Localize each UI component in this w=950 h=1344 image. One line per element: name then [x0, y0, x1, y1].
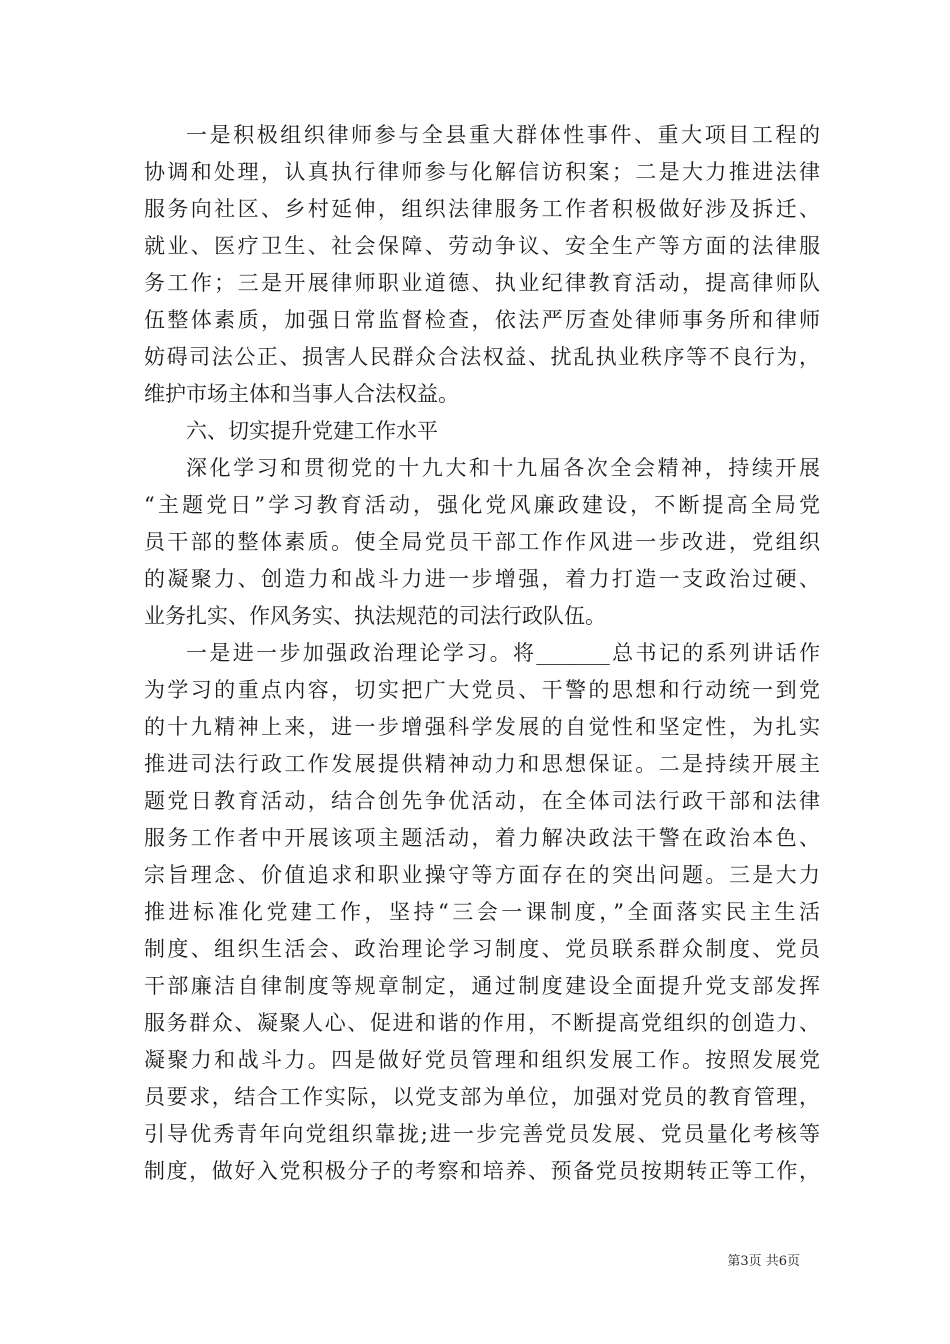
text-line: 一是进一步加强政治理论学习。将_______总书记的系列讲话作	[186, 641, 820, 665]
text-line: 宗旨理念、价值追求和职业操守等方面存在的突出问题。三是大力	[144, 863, 820, 887]
document-body	[144, 117, 820, 1190]
text-line: 推进标准化党建工作，坚持“三会一课制度，”全面落实民主生活	[144, 900, 820, 924]
text-line: 业务扎实、作风务实、执法规范的司法行政队伍。	[144, 604, 606, 628]
text-line: 为学习的重点内容，切实把广大党员、干警的思想和行动统一到党	[144, 678, 820, 702]
text-line: 推进司法行政工作发展提供精神动力和思想保证。二是持续开展主	[144, 752, 820, 776]
text-line: 伍整体素质，加强日常监督检查，依法严厉查处律师事务所和律师	[144, 308, 820, 332]
text-line: 深化学习和贯彻党的十九大和十九届各次全会精神，持续开展	[186, 456, 820, 480]
text-line: 服务向社区、乡村延伸，组织法律服务工作者积极做好涉及拆迁、	[144, 197, 820, 221]
text-line: 维护市场主体和当事人合法权益。	[144, 382, 459, 406]
text-line: 协调和处理，认真执行律师参与化解信访积案；二是大力推进法律	[144, 160, 820, 184]
text-line: 制度，做好入党积极分子的考察和培养、预备党员按期转正等工作，	[144, 1159, 820, 1183]
text-line: 的十九精神上来，进一步增强科学发展的自觉性和坚定性，为扎实	[144, 715, 820, 739]
text-line: 员要求，结合工作实际，以党支部为单位，加强对党员的教育管理，	[144, 1085, 820, 1109]
text-line: 制度、组织生活会、政治理论学习制度、党员联系群众制度、党员	[144, 937, 820, 961]
text-line: 一是积极组织律师参与全县重大群体性事件、重大项目工程的	[186, 123, 820, 147]
text-line: 妨碍司法公正、损害人民群众合法权益、扰乱执业秩序等不良行为，	[144, 345, 820, 369]
text-line: 务工作；三是开展律师职业道德、执业纪律教育活动，提高律师队	[144, 271, 820, 295]
text-line: 服务工作者中开展该项主题活动，着力解决政法干警在政治本色、	[144, 826, 820, 850]
text-line: 题党日教育活动，结合创先争优活动，在全体司法行政干部和法律	[144, 789, 820, 813]
section-heading: 六、切实提升党建工作水平	[186, 419, 438, 443]
text-line: 就业、医疗卫生、社会保障、劳动争议、安全生产等方面的法律服	[144, 234, 820, 258]
text-line: 员干部的整体素质。使全局党员干部工作作风进一步改进，党组织	[144, 530, 820, 554]
text-line: “主题党日”学习教育活动，强化党风廉政建设，不断提高全局党	[144, 493, 820, 517]
text-line: 的凝聚力、创造力和战斗力进一步增强，着力打造一支政治过硬、	[144, 567, 820, 591]
text-line: 服务群众、凝聚人心、促进和谐的作用，不断提高党组织的创造力、	[144, 1011, 820, 1035]
text-line: 干部廉洁自律制度等规章制定，通过制度建设全面提升党支部发挥	[144, 974, 820, 998]
page-number: 第3页 共6页	[727, 1254, 800, 1269]
text-line: 凝聚力和战斗力。四是做好党员管理和组织发展工作。按照发展党	[144, 1048, 820, 1072]
text-line: 引导优秀青年向党组织靠拢;进一步完善党员发展、党员量化考核等	[144, 1122, 820, 1146]
